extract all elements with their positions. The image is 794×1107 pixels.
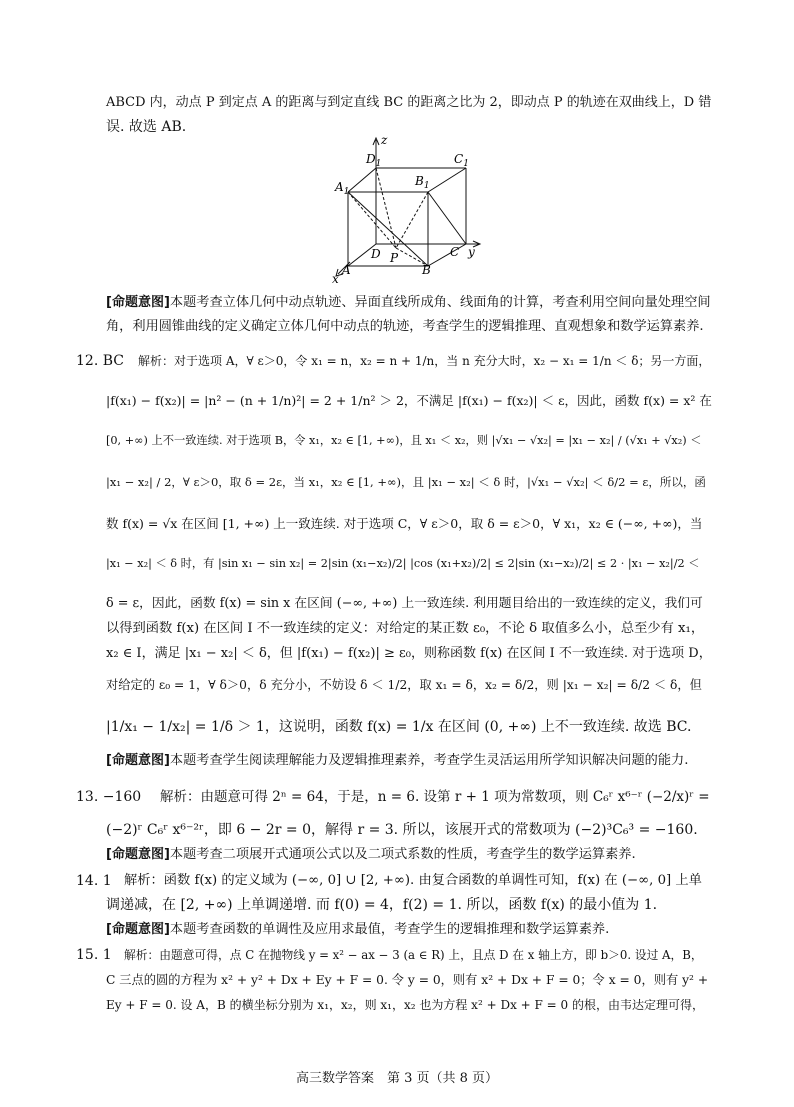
label-A1: $A_1$ <box>335 180 350 197</box>
text-line: δ = ε，因此，函数 f(x) = sin x 在区间 (−∞, +∞) 上一致连续. 利用题目给出的一致连续的定义，我们可 <box>106 596 703 611</box>
label-z: z <box>381 134 388 147</box>
text-line: |x₁ − x₂| / 2，∀ ε＞0，取 δ = 2ε，当 x₁，x₂ ∈ [1, +∞)，且 |x₁ − x₂| ＜ δ 时，|√x₁ − √x₂| ＜ δ/2 = ε，所以，函 <box>106 475 706 489</box>
label-B1: $B_1$ <box>415 174 430 191</box>
label-C: C <box>450 245 460 259</box>
text-line: 对给定的 ε₀ = 1，∀ δ＞0，δ 充分小，不妨设 δ ＜ 1/2，取 x₁ = δ，x₂ = δ/2，则 |x₁ − x₂| = δ/2 ＜ δ，但 <box>106 678 702 692</box>
label-C1: $C_1$ <box>454 152 469 169</box>
intent-note: [命题意图]本题考查函数的单调性及应用求最值，考查学生的逻辑推理和数学运算素养. <box>106 922 610 937</box>
label-D: D <box>371 247 381 261</box>
label-B: B <box>422 263 431 277</box>
text-line: x₂ ∈ I，满足 |x₁ − x₂| ＜ δ，但 |f(x₁) − f(x₂)| ≥ ε₀，则称函数 f(x) 在区间 I 不一致连续. 对于选项 D， <box>106 646 712 661</box>
page-footer: 高三数学答案 第 3 页（共 8 页） <box>295 1071 499 1086</box>
text-line: [0, +∞) 上不一致连续. 对于选项 B，令 x₁，x₂ ∈ [1, +∞)，且 x₁ ＜ x₂，则 |√x₁ − √x₂| = |x₁ − x₂| / (√x₁ + √x₂) ＜ <box>106 434 702 447</box>
text-line: 数 f(x) = √x 在区间 [1, +∞) 上一致连续. 对于选项 C，∀ ε＞0，取 δ = ε＞0，∀ x₁，x₂ ∈ (−∞, +∞)，当 <box>106 516 703 531</box>
text-line: 调递减，在 [2, +∞) 上单调递增. 而 f(0) = 4，f(2) = 1. 所以，函数 f(x) 的最小值为 1. <box>106 897 658 913</box>
text-line: 解析：函数 f(x) 的定义域为 (−∞, 0] ∪ [2, +∞). 由复合函数的单调性可知，f(x) 在 (−∞, 0] 上单 <box>124 873 702 888</box>
text-line: Ey + F = 0. 设 A，B 的横坐标分别为 x₁，x₂，则 x₁，x₂ 也为方程 x² + Dx + F = 0 的根，由韦达定理可得， <box>106 998 704 1012</box>
label-x: x <box>332 272 339 284</box>
text-line: 解析：对于选项 A，∀ ε＞0，令 x₁ = n，x₂ = n + 1/n，当 n 充分大时，x₂ − x₁ = 1/n ＜ δ；另一方面， <box>138 354 711 368</box>
intent-note-cont: 角，利用圆锥曲线的定义确定立体几何中动点的轨迹，考查学生的逻辑推理、直观想象和数学运算素养. <box>106 319 704 334</box>
text-line: 误. 故选 AB. <box>106 119 187 135</box>
question-number: 14. 1 <box>76 873 112 889</box>
intent-note: [命题意图]本题考查二项展开式通项公式以及二项式系数的性质，考查学生的数学运算素养. <box>106 847 636 862</box>
label-P: P <box>390 251 399 265</box>
label-y: y <box>468 245 475 259</box>
text-line: |1/x₁ − 1/x₂| = 1/δ ＞ 1，这说明，函数 f(x) = 1/x 在区间 (0, +∞) 上不一致连续. 故选 BC. <box>106 719 692 735</box>
text-line: 解析：由题意可得，点 C 在抛物线 y = x² − ax − 3 (a ∈ R) 上，且点 D 在 x 轴上方，即 b＞0. 设过 A，B， <box>124 948 703 962</box>
text-line: (−2)ʳ C₆ʳ x⁶⁻²ʳ，即 6 − 2r = 0，解得 r = 3. 所以，该展开式的常数项为 (−2)³C₆³ = −160. <box>106 822 698 838</box>
cube-figure <box>330 134 490 284</box>
question-number: 15. 1 <box>76 947 112 963</box>
label-A: A <box>342 263 351 277</box>
label-D1: $D_1$ <box>366 152 382 169</box>
text-line: 以得到函数 f(x) 在区间 I 不一致连续的定义：对给定的某正数 ε₀，不论 δ 取值多么小，总至少有 x₁， <box>106 621 705 636</box>
text-line: |x₁ − x₂| ＜ δ 时，有 |sin x₁ − sin x₂| = 2|sin (x₁−x₂)/2| |cos (x₁+x₂)/2| ≤ 2|sin (x₁−x₂)/2| ≤ 2 · |x₁ − x₂|/2 ＜ <box>106 557 700 570</box>
question-number: 13. −160 <box>76 789 142 805</box>
question-number: 12. BC <box>76 353 124 369</box>
text-line: C 三点的圆的方程为 x² + y² + Dx + Ey + F = 0. 令 y = 0，则有 x² + Dx + F = 0；令 x = 0，则有 y² + <box>106 973 709 987</box>
text-line: 解析：由题意可得 2ⁿ = 64，于是，n = 6. 设第 r + 1 项为常数项，则 C₆ʳ x⁶⁻ʳ (−2/x)ʳ = <box>160 789 710 805</box>
text-line: |f(x₁) − f(x₂)| = |n² − (n + 1/n)²| = 2 + 1/n² ＞ 2，不满足 |f(x₁) − f(x₂)| ＜ ε，因此，函数 f(x) = x² 在 <box>106 393 712 408</box>
intent-note: [命题意图]本题考查立体几何中动点轨迹、异面直线所成角、线面角的计算，考查利用空间向量处理空间 <box>106 295 711 310</box>
text-line: ABCD 内，动点 P 到定点 A 的距离与到定直线 BC 的距离之比为 2，即动点 P 的轨迹在双曲线上，D 错 <box>106 95 712 110</box>
intent-note: [命题意图]本题考查学生阅读理解能力及逻辑推理素养，考查学生灵活运用所学知识解决问题的能力. <box>106 753 689 768</box>
